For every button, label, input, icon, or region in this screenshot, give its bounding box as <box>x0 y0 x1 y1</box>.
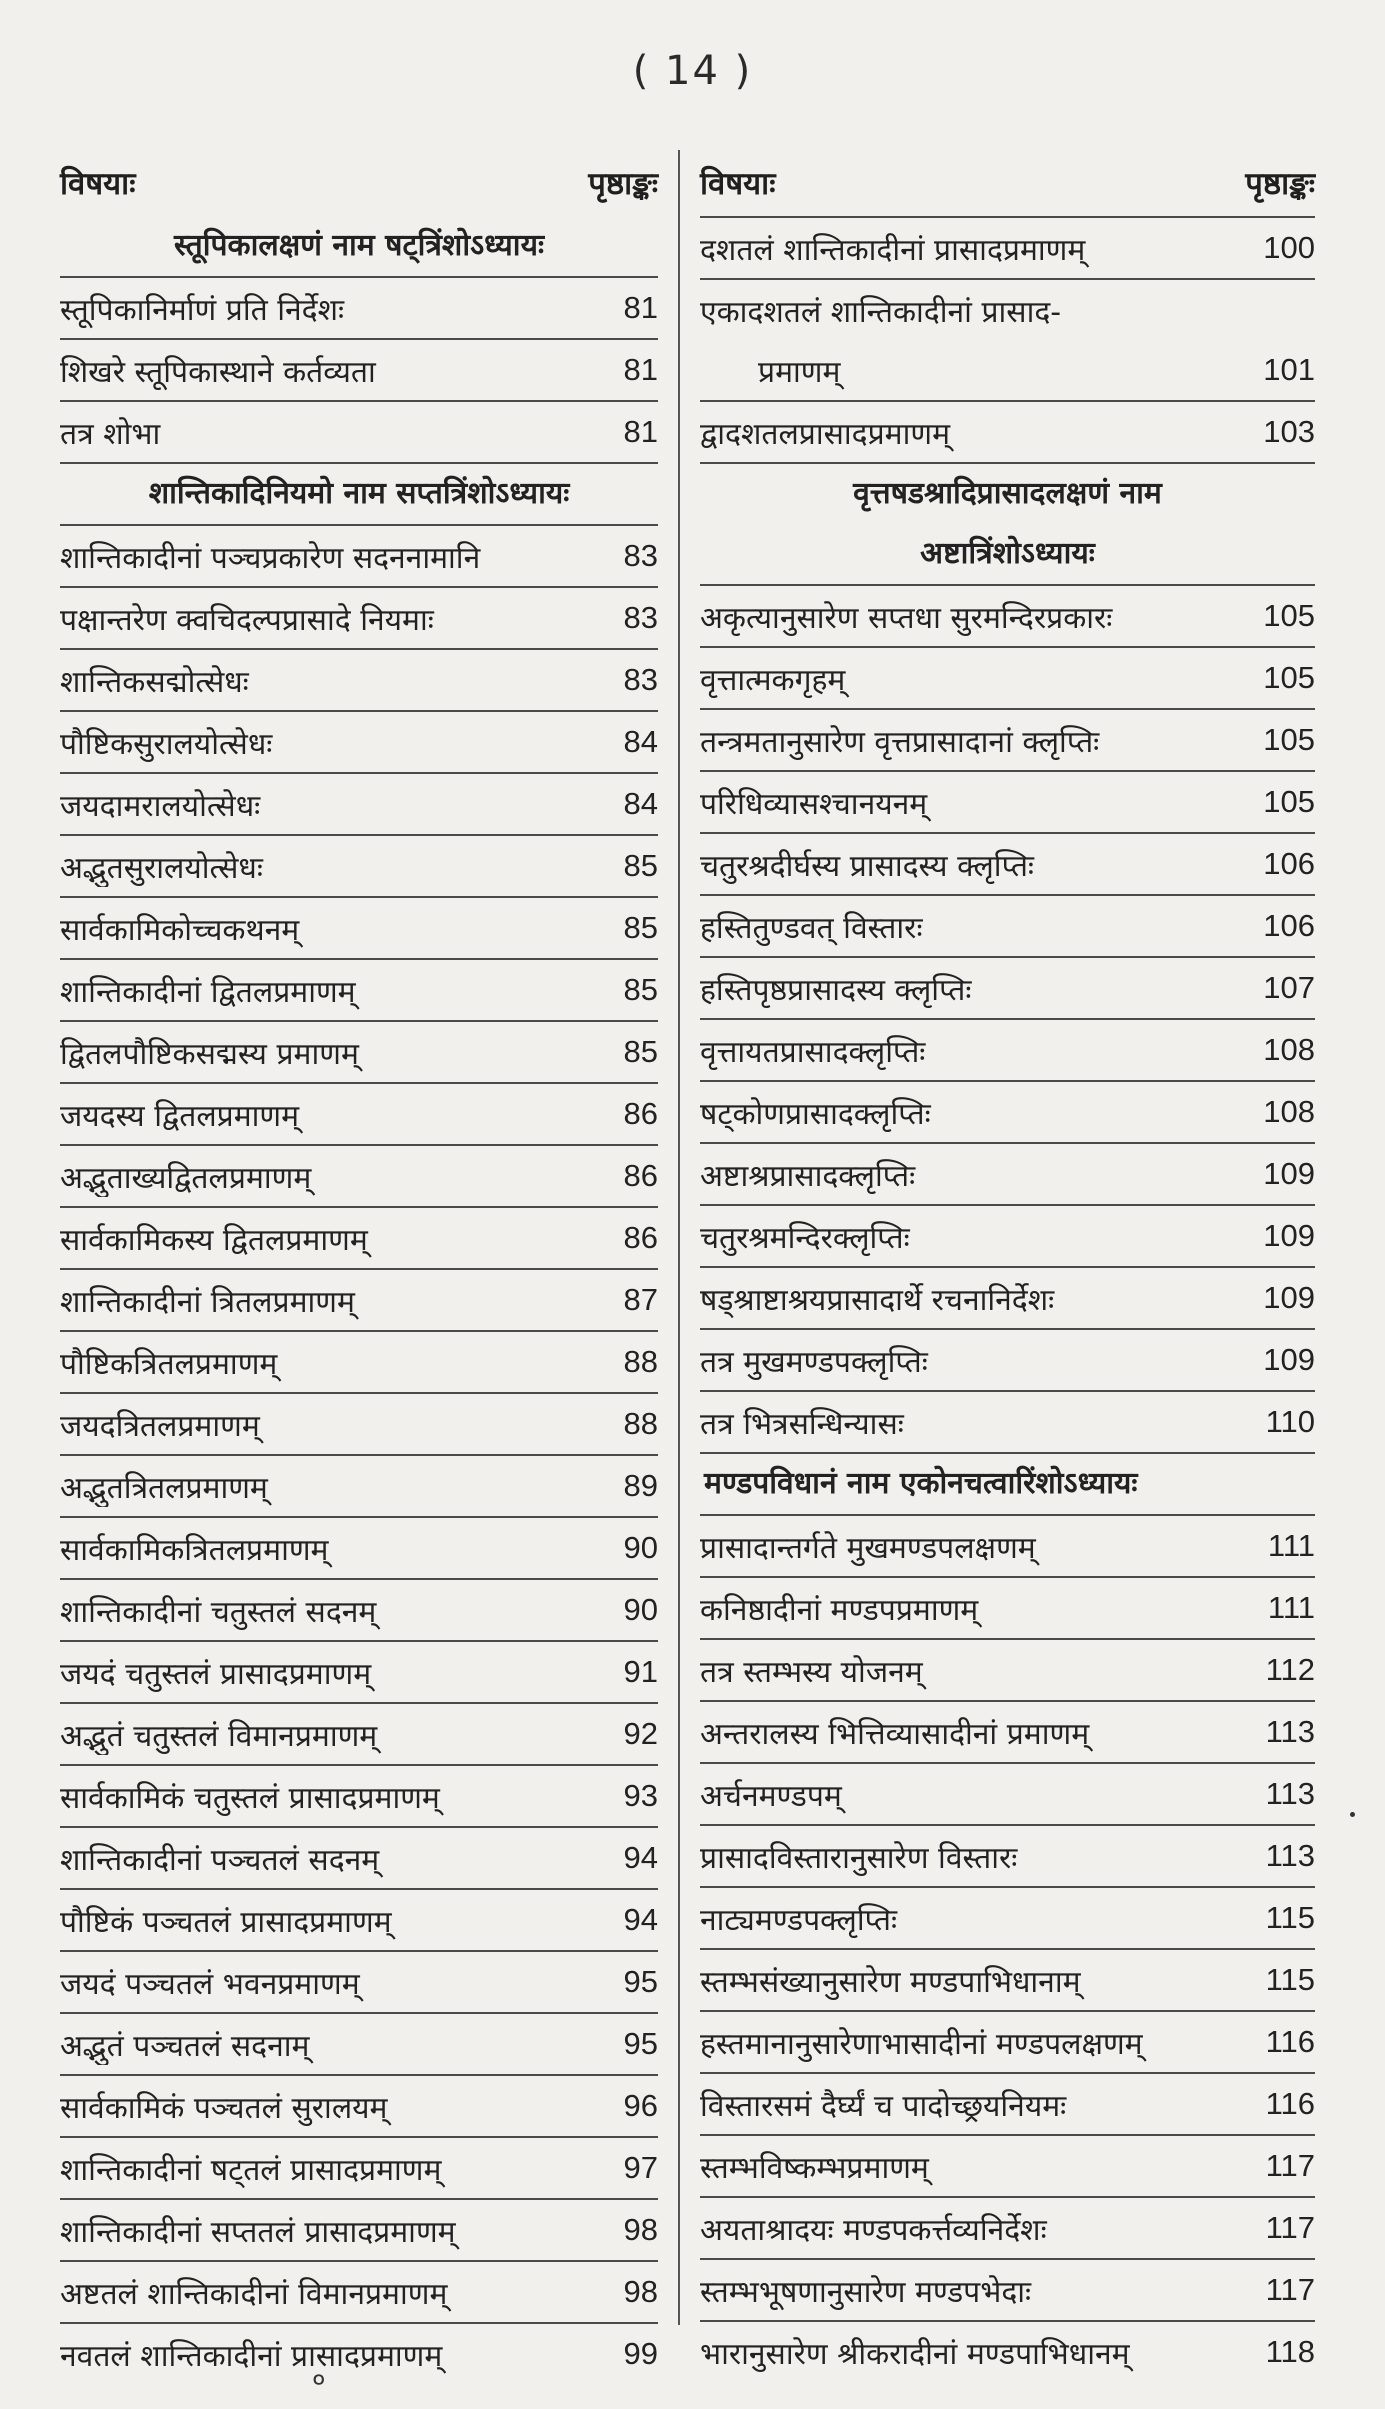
toc-entry-page: 98 <box>623 2274 658 2309</box>
toc-entry <box>60 2260 658 2322</box>
toc-entry <box>60 958 658 1020</box>
toc-entry <box>700 1576 1315 1638</box>
toc-entry-page: 116 <box>1265 2086 1315 2121</box>
toc-entry <box>700 1328 1315 1390</box>
toc-entry <box>700 2072 1315 2134</box>
toc-entry-wrapped-line1 <box>700 278 1315 340</box>
toc-entry-title: अकृत्यानुसारेण सप्तधा सुरमन्दिरप्रकारः <box>700 600 1113 636</box>
right-column-header <box>700 150 1315 216</box>
toc-entry-title: पक्षान्तरेण क्वचिदल्पप्रासादे नियमाः <box>60 602 434 638</box>
toc-entry-page: 86 <box>623 1096 658 1131</box>
toc-entry-title: प्रासादविस्तारानुसारेण विस्तारः <box>700 1840 1018 1876</box>
toc-entry-title: एकादशतलं शान्तिकादीनां प्रासाद- <box>700 294 1062 330</box>
toc-entry-page: 85 <box>623 1034 658 1069</box>
toc-entry-title: सार्वकामिकं चतुस्तलं प्रासादप्रमाणम् <box>60 1780 440 1816</box>
toc-entry-page: 108 <box>1263 1032 1315 1067</box>
toc-entry-title: शान्तिकादीनां सप्ततलं प्रासादप्रमाणम् <box>60 2214 456 2250</box>
toc-entry <box>60 2198 658 2260</box>
toc-entry-page: 109 <box>1263 1280 1315 1315</box>
toc-entry <box>700 770 1315 832</box>
toc-entry-title: शान्तिकादीनां चतुस्तलं सदनम् <box>60 1594 377 1630</box>
toc-entry-page: 115 <box>1265 1962 1315 1997</box>
toc-entry-title: स्तम्भभूषणानुसारेण मण्डपभेदाः <box>700 2274 1032 2310</box>
toc-entry-page: 109 <box>1263 1342 1315 1377</box>
toc-entry-page: 91 <box>623 1654 658 1689</box>
toc-entry-title: सार्वकामिकं पञ्चतलं सुरालयम् <box>60 2090 388 2126</box>
toc-entry <box>60 1826 658 1888</box>
toc-entry-page: 99 <box>623 2336 658 2371</box>
toc-entry <box>60 772 658 834</box>
toc-entry-title: द्वितलपौष्टिकसद्मस्य प्रमाणम् <box>60 1036 359 1072</box>
toc-entry-title: तत्र मुखमण्डपक्लृप्तिः <box>700 1344 928 1380</box>
toc-entry-page: 117 <box>1265 2272 1315 2307</box>
toc-entry <box>700 646 1315 708</box>
toc-entry-title: परिधिव्यासश्चानयनम् <box>700 786 928 822</box>
toc-entry <box>60 1330 658 1392</box>
toc-entry-title: अद्भुताख्यद्वितलप्रमाणम् <box>60 1160 312 1196</box>
toc-entry-page: 101 <box>1263 352 1315 387</box>
toc-entry-wrapped-line2 <box>700 340 1315 400</box>
toc-entry-page: 108 <box>1263 1094 1315 1129</box>
toc-entry-page: 81 <box>623 414 658 449</box>
toc-entry-title: तत्र स्तम्भस्य योजनम् <box>700 1654 923 1690</box>
toc-entry-page: 111 <box>1267 1528 1315 1563</box>
toc-entry <box>700 400 1315 462</box>
toc-entry-title: शान्तिकादीनां द्वितलप्रमाणम् <box>60 974 356 1010</box>
toc-entry <box>60 1454 658 1516</box>
toc-entry-page: 92 <box>623 1716 658 1751</box>
toc-entry-page: 109 <box>1263 1218 1315 1253</box>
toc-entry-page: 109 <box>1263 1156 1315 1191</box>
toc-entry-title: चतुरश्रमन्दिरक्लृप्तिः <box>700 1220 910 1256</box>
toc-entry <box>60 1950 658 2012</box>
toc-entry-title: शान्तिकादीनां पञ्चप्रकारेण सदननामानि <box>60 540 481 576</box>
toc-entry-page: 94 <box>623 1840 658 1875</box>
toc-entry-page: 110 <box>1265 1404 1315 1439</box>
toc-entry-page: 97 <box>623 2150 658 2185</box>
left-column-header <box>60 150 658 216</box>
page-header: पृष्ठाङ्कः <box>1245 166 1315 202</box>
toc-entry-page: 81 <box>623 290 658 325</box>
toc-entry <box>700 216 1315 278</box>
toc-entry <box>60 400 658 462</box>
toc-entry <box>700 708 1315 770</box>
toc-entry-title: पौष्टिकसुरालयोत्सेधः <box>60 726 273 762</box>
toc-entry <box>60 1764 658 1826</box>
footer-mark: ० <box>312 2365 326 2395</box>
toc-entry-page: 105 <box>1263 722 1315 757</box>
toc-entry-title: सार्वकामिकस्य द्वितलप्रमाणम् <box>60 1222 368 1258</box>
toc-entry-title: जयदत्रितलप्रमाणम् <box>60 1408 260 1444</box>
toc-entry <box>700 1204 1315 1266</box>
toc-entry-page: 106 <box>1263 846 1315 881</box>
toc-entry-page: 95 <box>623 2026 658 2061</box>
toc-entry <box>60 276 658 338</box>
toc-entry <box>60 2012 658 2074</box>
toc-entry <box>700 1080 1315 1142</box>
toc-entry-page: 113 <box>1265 1838 1315 1873</box>
toc-entry-page: 98 <box>623 2212 658 2247</box>
toc-entry-title: स्तम्भविष्कम्भप्रमाणम् <box>700 2150 929 2186</box>
toc-entry-title: अद्भुतत्रितलप्रमाणम् <box>60 1470 268 1506</box>
toc-entry-page: 84 <box>623 724 658 759</box>
toc-entry-page: 106 <box>1263 908 1315 943</box>
toc-entry <box>60 338 658 400</box>
toc-entry-page: 94 <box>623 1902 658 1937</box>
toc-entry-title: द्वादशतलप्रासादप्रमाणम् <box>700 416 951 452</box>
toc-entry-page: 118 <box>1265 2334 1315 2369</box>
toc-entry-title: दशतलं शान्तिकादीनां प्रासादप्रमाणम् <box>700 232 1086 268</box>
toc-entry-title: अष्टतलं शान्तिकादीनां विमानप्रमाणम् <box>60 2276 448 2312</box>
toc-entry-page: 83 <box>623 538 658 573</box>
toc-entry-page: 113 <box>1265 1776 1315 1811</box>
toc-entry <box>700 2010 1315 2072</box>
toc-entry-page: 86 <box>623 1158 658 1193</box>
toc-entry-page: 81 <box>623 352 658 387</box>
column-divider <box>678 150 680 2325</box>
toc-entry-page: 85 <box>623 848 658 883</box>
toc-entry-title: अष्टाश्रप्रासादक्लृप्तिः <box>700 1158 916 1194</box>
toc-entry-page: 103 <box>1263 414 1315 449</box>
toc-entry <box>60 1020 658 1082</box>
toc-entry-title: अर्चनमण्डपम् <box>700 1778 842 1814</box>
left-toc-body <box>60 216 658 2384</box>
toc-entry-title: नवतलं शान्तिकादीनां प्रासादप्रमाणम् <box>60 2338 443 2374</box>
toc-entry <box>700 956 1315 1018</box>
toc-entry-title: शान्तिकादीनां षट्तलं प्रासादप्रमाणम् <box>60 2152 442 2188</box>
toc-entry-title: वृत्तायतप्रासादक्लृप्तिः <box>700 1034 926 1070</box>
toc-entry <box>700 1018 1315 1080</box>
subject-header: विषयाः <box>700 166 776 202</box>
toc-entry-page: 86 <box>623 1220 658 1255</box>
toc-entry-title: स्तम्भसंख्यानुसारेण मण्डपाभिधानाम् <box>700 1964 1081 2000</box>
ink-speck <box>1350 1812 1355 1817</box>
toc-entry <box>60 2136 658 2198</box>
toc-entry-page: 113 <box>1265 1714 1315 1749</box>
toc-entry-title: हस्तमानानुसारेणाभासादीनां मण्डपलक्षणम् <box>700 2026 1143 2062</box>
toc-entry-title: जयदं पञ्चतलं भवनप्रमाणम् <box>60 1966 360 2002</box>
toc-entry <box>60 648 658 710</box>
subject-header: विषयाः <box>60 166 136 202</box>
toc-entry <box>700 1142 1315 1204</box>
toc-entry-page: 105 <box>1263 784 1315 819</box>
toc-entry <box>60 1392 658 1454</box>
toc-entry-title-continuation: प्रमाणम् <box>758 354 841 390</box>
toc-entry <box>700 894 1315 956</box>
toc-entry-title: जयदं चतुस्तलं प्रासादप्रमाणम् <box>60 1656 372 1692</box>
toc-entry-page: 115 <box>1265 1900 1315 1935</box>
toc-entry-page: 96 <box>623 2088 658 2123</box>
toc-entry <box>700 1700 1315 1762</box>
page-number: ( 14 ) <box>632 48 753 94</box>
toc-entry-title: शान्तिकादीनां पञ्चतलं सदनम् <box>60 1842 380 1878</box>
toc-entry <box>700 2134 1315 2196</box>
toc-entry-title: अन्तरालस्य भित्तिव्यासादीनां प्रमाणम् <box>700 1716 1090 1752</box>
toc-entry-title: षट्कोणप्रासादक्लृप्तिः <box>700 1096 931 1132</box>
toc-entry <box>700 1390 1315 1452</box>
toc-entry <box>700 1638 1315 1700</box>
toc-entry <box>60 1640 658 1702</box>
toc-entry <box>60 1516 658 1578</box>
chapter-heading: शान्तिकादिनियमो नाम सप्तत्रिंशोऽध्यायः <box>60 462 658 524</box>
toc-entry-title: चतुरश्रदीर्घस्य प्रासादस्य क्लृप्तिः <box>700 848 1034 884</box>
chapter-heading: स्तूपिकालक्षणं नाम षट्त्रिंशोऽध्यायः <box>173 228 545 263</box>
toc-entry-page: 90 <box>623 1592 658 1627</box>
toc-entry-title: हस्तितुण्डवत् विस्तारः <box>700 910 923 946</box>
toc-entry <box>700 1266 1315 1328</box>
toc-entry-title: षड्श्राष्टाश्रयप्रासादार्थे रचनानिर्देशः <box>700 1282 1055 1318</box>
toc-entry-page: 84 <box>623 786 658 821</box>
toc-entry-title: सार्वकामिकोच्चकथनम् <box>60 912 300 948</box>
toc-entry-page: 111 <box>1267 1590 1315 1625</box>
left-column <box>60 150 658 2384</box>
chapter-heading: वृत्तषडश्रादिप्रासादलक्षणं नाम <box>700 462 1315 524</box>
toc-entry <box>700 2258 1315 2320</box>
toc-entry <box>700 1762 1315 1824</box>
toc-entry-page: 105 <box>1263 660 1315 695</box>
toc-entry-title: तन्त्रमतानुसारेण वृत्तप्रासादानां क्लृप्तिः <box>700 724 1100 760</box>
toc-entry-title: पौष्टिकत्रितलप्रमाणम् <box>60 1346 278 1382</box>
toc-entry <box>60 524 658 586</box>
toc-entry-page: 117 <box>1265 2148 1315 2183</box>
toc-entry <box>700 1886 1315 1948</box>
right-column <box>700 150 1315 2382</box>
toc-entry <box>60 2074 658 2136</box>
toc-entry-title: शान्तिकसद्मोत्सेधः <box>60 664 249 700</box>
toc-entry-title: स्तूपिकानिर्माणं प्रति निर्देशः <box>60 292 345 328</box>
toc-entry-page: 95 <box>623 1964 658 1999</box>
toc-entry-page: 87 <box>623 1282 658 1317</box>
toc-entry-page: 90 <box>623 1530 658 1565</box>
toc-entry-page: 85 <box>623 910 658 945</box>
toc-entry <box>60 2322 658 2384</box>
toc-entry-title: अद्भुतं चतुस्तलं विमानप्रमाणम् <box>60 1718 378 1754</box>
toc-entry-title: विस्तारसमं दैर्घ्यं च पादोच्छ्रयनियमः <box>700 2088 1067 2124</box>
toc-entry-title: अद्भुतसुरालयोत्सेधः <box>60 850 263 886</box>
toc-entry-page: 116 <box>1265 2024 1315 2059</box>
toc-entry <box>700 2196 1315 2258</box>
toc-entry-page: 83 <box>623 662 658 697</box>
right-toc-body <box>700 216 1315 2382</box>
toc-entry <box>700 2320 1315 2382</box>
page-header: पृष्ठाङ्कः <box>588 166 658 202</box>
toc-entry-page: 88 <box>623 1406 658 1441</box>
toc-entry <box>60 1888 658 1950</box>
toc-entry <box>700 1824 1315 1886</box>
toc-entry-title: पौष्टिकं पञ्चतलं प्रासादप्रमाणम् <box>60 1904 392 1940</box>
toc-entry <box>60 586 658 648</box>
toc-entry-title: वृत्तात्मकगृहम् <box>700 662 846 698</box>
toc-entry-page: 100 <box>1263 230 1315 265</box>
toc-entry-title: नाट्यमण्डपक्लृप्तिः <box>700 1902 898 1938</box>
toc-entry-title: शिखरे स्तूपिकास्थाने कर्तव्यता <box>60 354 376 390</box>
toc-entry <box>700 1948 1315 2010</box>
toc-entry <box>700 1514 1315 1576</box>
toc-entry <box>60 1144 658 1206</box>
toc-entry <box>60 1268 658 1330</box>
toc-entry-page: 105 <box>1263 598 1315 633</box>
toc-entry-page: 89 <box>623 1468 658 1503</box>
toc-entry <box>60 896 658 958</box>
toc-entry-page: 112 <box>1265 1652 1315 1687</box>
toc-entry <box>60 834 658 896</box>
toc-entry-title: तत्र भित्रसन्धिन्यासः <box>700 1406 904 1442</box>
toc-entry-page: 85 <box>623 972 658 1007</box>
toc-entry-title: अयताश्रादयः मण्डपकर्त्तव्यनिर्देशः <box>700 2212 1047 2248</box>
toc-entry-page: 93 <box>623 1778 658 1813</box>
toc-entry <box>60 710 658 772</box>
toc-entry-title: कनिष्ठादीनां मण्डपप्रमाणम् <box>700 1592 979 1628</box>
toc-entry <box>60 1702 658 1764</box>
toc-entry-title: शान्तिकादीनां त्रितलप्रमाणम् <box>60 1284 355 1320</box>
toc-entry-title: प्रासादान्तर्गते मुखमण्डपलक्षणम् <box>700 1530 1036 1566</box>
toc-entry-page: 83 <box>623 600 658 635</box>
chapter-heading: अष्टात्रिंशोऽध्यायः <box>920 536 1095 571</box>
toc-entry <box>60 1206 658 1268</box>
toc-entry-title: हस्तिपृष्ठप्रासादस्य क्लृप्तिः <box>700 972 972 1008</box>
toc-entry <box>60 1082 658 1144</box>
toc-entry <box>700 584 1315 646</box>
toc-entry <box>60 1578 658 1640</box>
toc-entry-title: तत्र शोभा <box>60 416 161 452</box>
toc-entry-page: 107 <box>1263 970 1315 1005</box>
toc-entry-page: 88 <box>623 1344 658 1379</box>
toc-entry-title: भारानुसारेण श्रीकरादीनां मण्डपाभिधानम् <box>700 2336 1130 2372</box>
toc-entry-title: सार्वकामिकत्रितलप्रमाणम् <box>60 1532 329 1568</box>
toc-entry <box>700 832 1315 894</box>
toc-entry-title: जयदस्य द्वितलप्रमाणम् <box>60 1098 300 1134</box>
toc-entry-title: जयदामरालयोत्सेधः <box>60 788 261 824</box>
toc-entry-page: 117 <box>1265 2210 1315 2245</box>
chapter-heading: मण्डपविधानं नाम एकोनचत्वारिंशोऽध्यायः <box>700 1452 1315 1514</box>
toc-entry-title: अद्भुतं पञ्चतलं सदनाम् <box>60 2028 310 2064</box>
